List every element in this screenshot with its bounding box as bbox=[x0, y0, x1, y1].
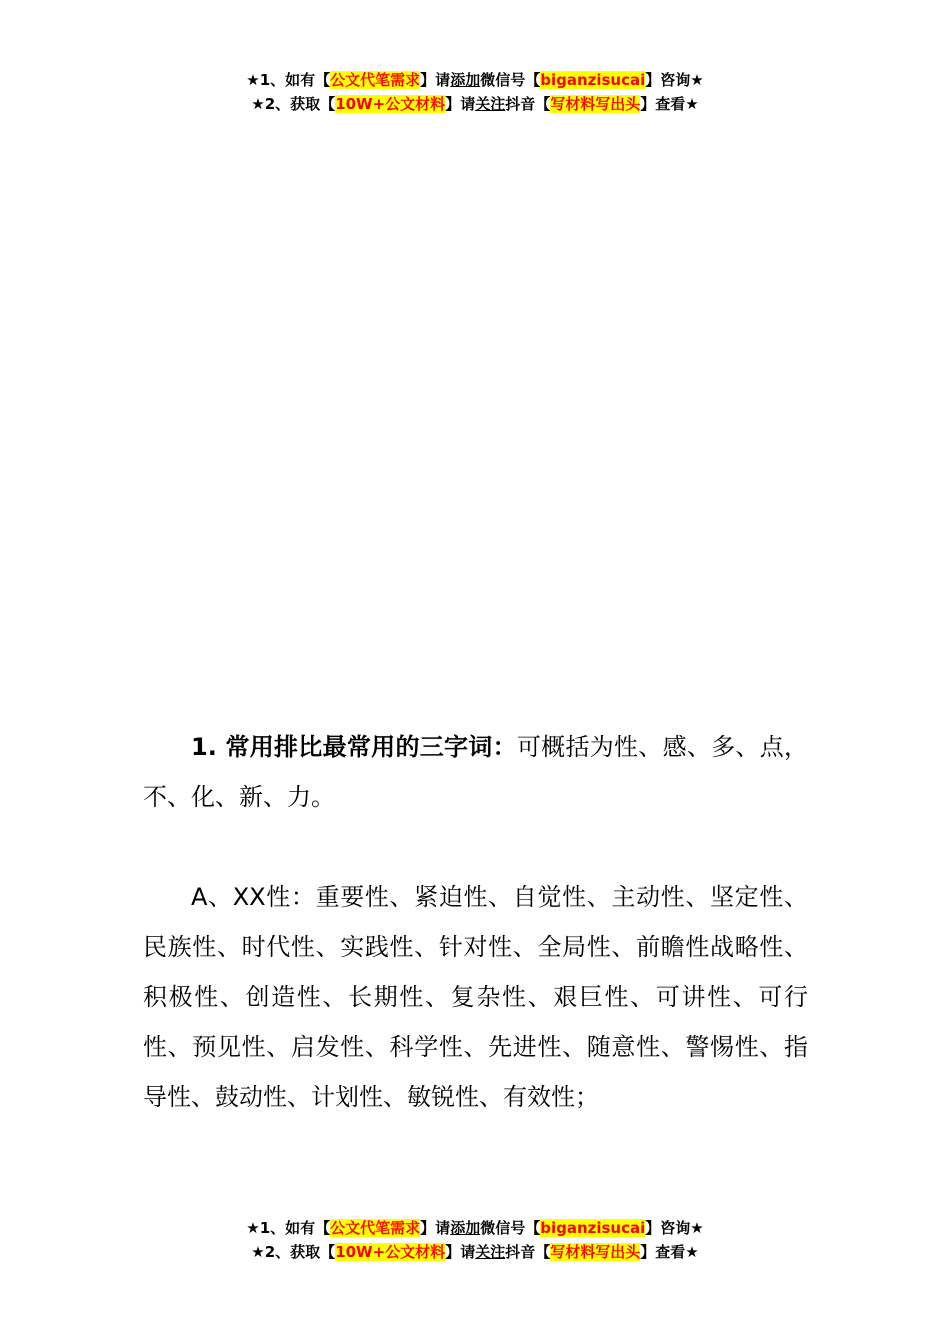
footer-banner-line-1 bbox=[0, 1216, 950, 1240]
banner-line-2 bbox=[0, 92, 950, 116]
paragraph-2 bbox=[143, 872, 808, 1122]
footer-underline-add: 添加 bbox=[450, 1219, 481, 1237]
footer-line-2-prefix: ★2、获取【 bbox=[251, 1243, 336, 1261]
banner-line-1 bbox=[0, 68, 950, 92]
document-body bbox=[143, 722, 808, 1122]
footer-highlight-materials: 10W+公文材料 bbox=[335, 1243, 446, 1261]
footer-highlight-writing-service: 公文代笔需求 bbox=[330, 1219, 421, 1237]
footer-highlight-wechat-id: biganzisucai bbox=[540, 1219, 646, 1237]
banner-line-2-mid2: 抖音【 bbox=[505, 95, 551, 113]
banner-line-2-prefix: ★2、获取【 bbox=[251, 95, 336, 113]
banner-underline-follow: 关注 bbox=[475, 95, 506, 113]
banner-line-1-mid: 】请 bbox=[420, 71, 451, 89]
footer-line-1-mid2: 微信号【 bbox=[480, 1219, 541, 1237]
footer-line-2-mid2: 抖音【 bbox=[505, 1243, 551, 1261]
banner-underline-add: 添加 bbox=[450, 71, 481, 89]
banner-highlight-wechat-id: biganzisucai bbox=[540, 71, 646, 89]
banner-highlight-writing-service: 公文代笔需求 bbox=[330, 71, 421, 89]
banner-line-2-suffix: 】查看★ bbox=[640, 95, 699, 113]
banner-line-1-suffix: 】咨询★ bbox=[645, 71, 704, 89]
banner-line-1-prefix: ★1、如有【 bbox=[246, 71, 331, 89]
banner-highlight-douyin-account: 写材料写出头 bbox=[550, 95, 641, 113]
banner-highlight-materials: 10W+公文材料 bbox=[335, 95, 446, 113]
footer-line-1-prefix: ★1、如有【 bbox=[246, 1219, 331, 1237]
paragraph-1 bbox=[143, 722, 808, 822]
footer-line-1-mid: 】请 bbox=[420, 1219, 451, 1237]
banner-line-1-mid2: 微信号【 bbox=[480, 71, 541, 89]
paragraph-2-text: A、XX性：重要性、紧迫性、自觉性、主动性、坚定性、民族性、时代性、实践性、针对性、全局性、前瞻性战略性、积极性、创造性、长期性、复杂性、艰巨性、可讲性、可行性、预见性、启发性、科学性、先进性、随意性、警惕性、指导性、鼓动性、计划性、敏锐性、有效性； bbox=[143, 883, 808, 1111]
footer-banner-line-2 bbox=[0, 1240, 950, 1264]
footer-line-2-suffix: 】查看★ bbox=[640, 1243, 699, 1261]
banner-line-2-mid: 】请 bbox=[445, 95, 476, 113]
paragraph-1-heading: 1. 常用排比最常用的三字词： bbox=[191, 733, 517, 761]
footer-highlight-douyin-account: 写材料写出头 bbox=[550, 1243, 641, 1261]
footer-line-2-mid: 】请 bbox=[445, 1243, 476, 1261]
footer-line-1-suffix: 】咨询★ bbox=[645, 1219, 704, 1237]
header-banner bbox=[0, 68, 950, 116]
footer-underline-follow: 关注 bbox=[475, 1243, 506, 1261]
paragraph-1-text: 可概括为性、感、多、点，不、化、新、力。 bbox=[143, 733, 809, 811]
footer-banner bbox=[0, 1216, 950, 1264]
